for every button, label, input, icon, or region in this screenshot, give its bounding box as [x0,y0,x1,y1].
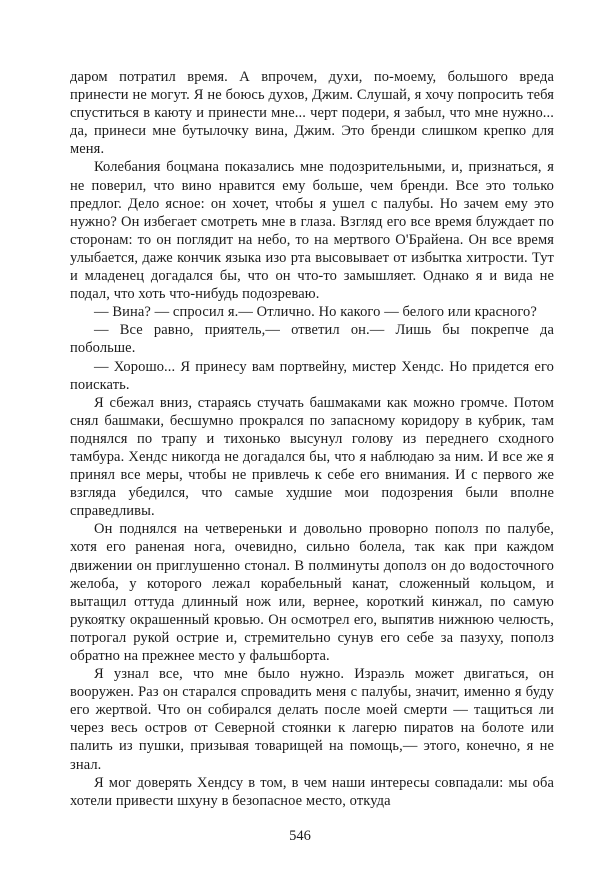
paragraph-4: — Все равно, приятель,— ответил он.— Лишь бы покрепче да побольше. [70,322,554,357]
paragraph-2: Колебания боцмана показались мне подозрительными, и, признаться, я не поверил, что вино нравится ему больше, чем бренди. Все это только предлог. Дело ясное: он хочет, чтобы я ушел с палубы. Но зачем ему это нужно? Он избегает смотреть мне в глаза. Взгляд его все время блуждает по сторонам: то он поглядит на небо, то на мертвого О'Брайена. Он все время улыбается, даже кончик языка изо рта высовывает от избытка хитрости. Тут и младенец догадался бы, что он что-то замышляет. Однако я и вида не подал, что хоть что-нибудь подозреваю. [70,159,554,303]
page-number: 546 [289,828,311,844]
paragraph-9: Я мог доверять Хендсу в том, в чем наши интересы совпадали: мы оба хотели привести шхуну в безопасное место, откуда [70,774,554,809]
paragraph-7: Он поднялся на четвереньки и довольно проворно пополз по палубе, хотя его раненая нога, очевидно, сильно болела, так как при каждом движении он приглушенно стонал. В полминуты дополз он до водосточного желоба, у которого лежал корабельный канат, сложенный кольцом, и вытащил оттуда длинный нож или, вернее, короткий кинжал, по самую рукоятку окрашенный кровью. Он осмотрел его, выпятив нижнюю челюсть, потрогал рукой острие и, стремительно сунув его себе за пазуху, пополз обратно на прежнее место у фальшборта. [70,521,554,664]
paragraph-1: даром потратил время. А впрочем, духи, по-моему, большого вреда принести не могут. Я не боюсь духов, Джим. Слушай, я хочу попросить тебя спуститься в каюту и принести мне... черт подери, я забыл, что мне нужно... да, принеси мне бутылочку вина, Джим. Это бренди слишком крепко для меня. [70,69,554,158]
body-text [70,68,554,810]
paragraph-8: Я узнал все, что мне было нужно. Израэль может двигаться, он вооружен. Раз он старался спровадить меня с палубы, значит, именно я буду его жертвой. Что он собирался делать после моей смерти — тащиться ли через весь остров от Северной стоянки к лагерю пиратов на болоте или палить из пушки, призывая товарищей на помощь,— этого, конечно, я не знал. [70,666,554,773]
paragraph-3: — Вина? — спросил я.— Отлично. Но какого — белого или красного? [94,304,537,321]
paragraph-6: Я сбежал вниз, стараясь стучать башмаками как можно громче. Потом снял башмаки, бесшумно прокрался по запасному коридору в кубрик, там поднялся по трапу и тихонько высунул голову из переднего сходного тамбура. Хендс никогда не догадался бы, что я наблюдаю за ним. И все же я принял все меры, чтобы не привлечь к себе его внимания. И с первого же взгляда убедился, что самые худшие мои подозрения были вполне справедливы. [70,394,554,520]
paragraph-5: — Хорошо... Я принесу вам портвейну, мистер Хендс. Но придется его поискать. [70,358,554,393]
